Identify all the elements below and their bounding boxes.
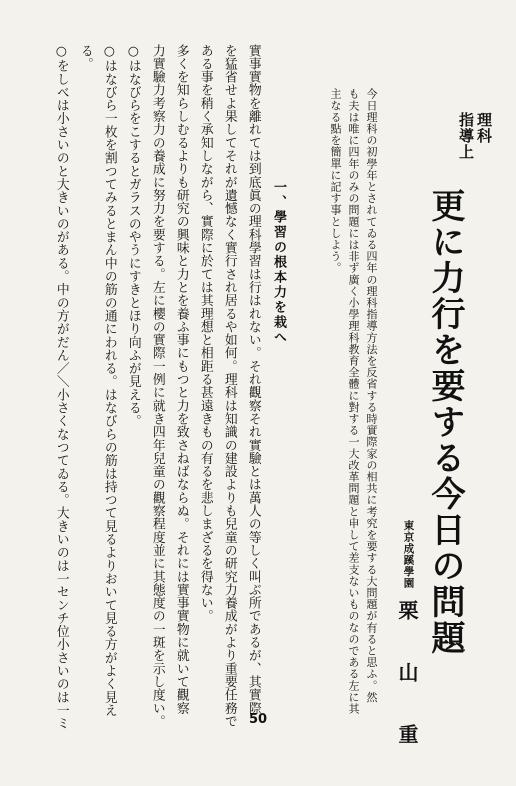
category-label-line-1: 理科 <box>475 112 493 144</box>
body-text-line: 多くを知らしむるよりも研究の興味と力とを養ふ事にもつと力を致さねばならぬ。それには實事實物に就いて觀察 <box>173 44 189 715</box>
article-title: 更に力行を要する今日の問題 <box>425 188 465 656</box>
body-text-line: ある事を稍く承知しながら、實際に於ては其理想と相距る甚遠きもの有るを悲しまざるを得ない。 <box>197 44 213 623</box>
lead-paragraph-line: 主なる點を簡單に記す事としよう。 <box>329 88 342 274</box>
lead-paragraph-line: も夫は唯に四年のみの問題には非ず廣く小學理科教育全體に對する一大改革問題と申して差支ないものなのである左に其 <box>347 88 360 715</box>
page-number: 50 <box>248 712 268 727</box>
author-name: 栗山重 <box>395 600 419 786</box>
category-label-line-2: 指導上 <box>457 112 475 160</box>
section-heading: 一、學習の根本力を栽へ <box>271 180 286 345</box>
author-affiliation: 東京成蹊學園 <box>402 520 415 589</box>
body-text-line: る。 <box>77 44 93 71</box>
lead-paragraph-line: 今日理科の初學年とされてゐる四年の理科指導方法を反省する時實際家の相共に考究を要する大問題が有ると思ふ。然 <box>365 88 378 703</box>
body-text-line: ○はなびらをこするとガラスのやうにすきとほり向ふが見える。 <box>125 44 141 428</box>
body-text-line: 力實驗力考察力の養成に努力を要する。左に櫻の實際一例に就き四年兒童の觀察程度並に其態度の一斑を示し度い。 <box>149 44 165 728</box>
body-text-line: ○をしべは小さいのと大きいのがある。中の方がだん／＼小さくなつてゐる。大きいのは一センチ位小さいのは一ミ <box>53 44 69 730</box>
body-text-line: 實事實物を離れては到底眞の理科學習は行はれない。それ觀察それ實驗とは萬人の等しく叫ぶ所であるが、其實際 <box>245 44 261 715</box>
body-text-line: ○はなびら一枚を割つてみるとまん中の筋の通にわれる。はなびらの筋は持つて見るよりおいて見る方がよく見え <box>101 44 117 717</box>
body-text-line: を猛省せよ果してそれが遺憾なく實行され居るや如何。理科は知識の建設よりも兒童の研究力養成がより重要任務で <box>221 44 237 728</box>
